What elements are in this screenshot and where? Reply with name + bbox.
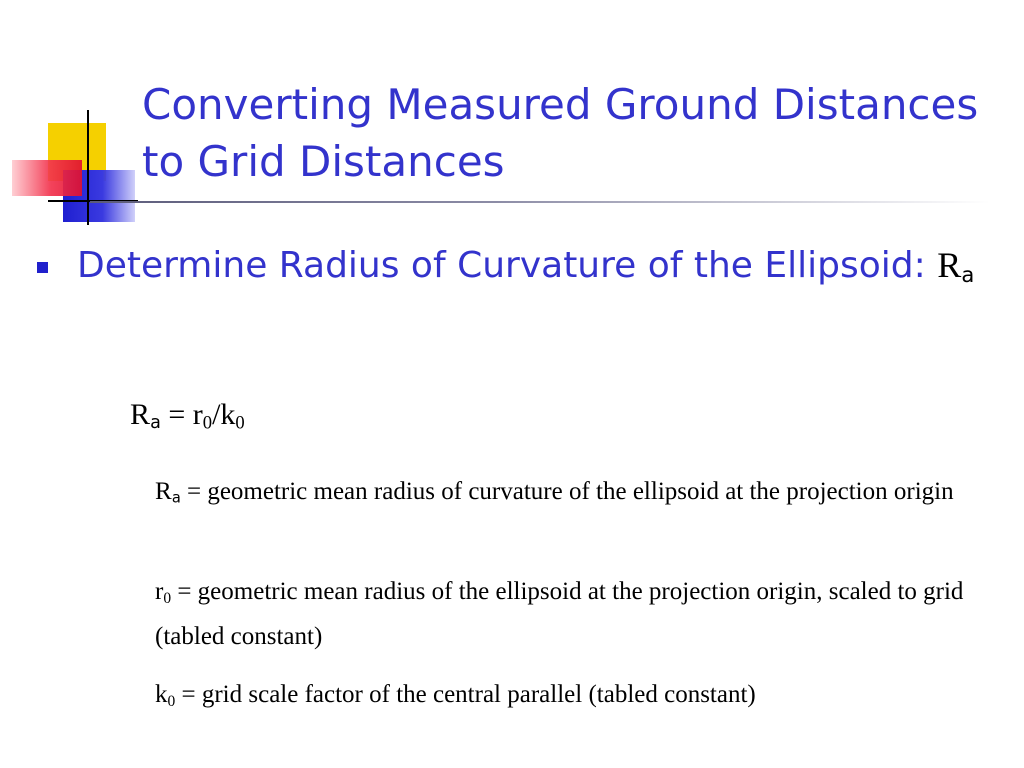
- formula-eq: = r: [160, 398, 203, 431]
- formula-lhs: R: [130, 398, 151, 431]
- bullet-symbol: Ra: [937, 245, 975, 288]
- logo-vertical-line: [87, 110, 89, 225]
- logo-red-square: [12, 160, 82, 196]
- bullet-text: Determine Radius of Curvature of the Ellipsoid:: [77, 245, 926, 286]
- bullet-item: [77, 239, 977, 302]
- decorative-logo: [0, 0, 140, 230]
- definition-k0: $k_0$ = grid scale factor of the central parallel (tabled constant): [155, 681, 756, 710]
- formula-lhs-sub: a: [150, 411, 161, 433]
- title-underline: [90, 201, 990, 203]
- formula-r-sub: 0: [202, 412, 213, 434]
- formula-slash: /k: [212, 398, 236, 431]
- definition-r0: $r_0$ = geometric mean radius of the ellipsoid at the projection origin, scaled to grid (tabled constant): [155, 578, 964, 650]
- slide-title: Converting Measured Ground Distances to Grid Distances: [142, 80, 979, 186]
- formula-k-sub: 0: [235, 412, 245, 434]
- formula: [130, 395, 245, 444]
- bullet-marker-icon: [37, 262, 48, 273]
- definition-ra: Ra = geometric mean radius of curvature of the ellipsoid at the projection origin: [155, 478, 954, 507]
